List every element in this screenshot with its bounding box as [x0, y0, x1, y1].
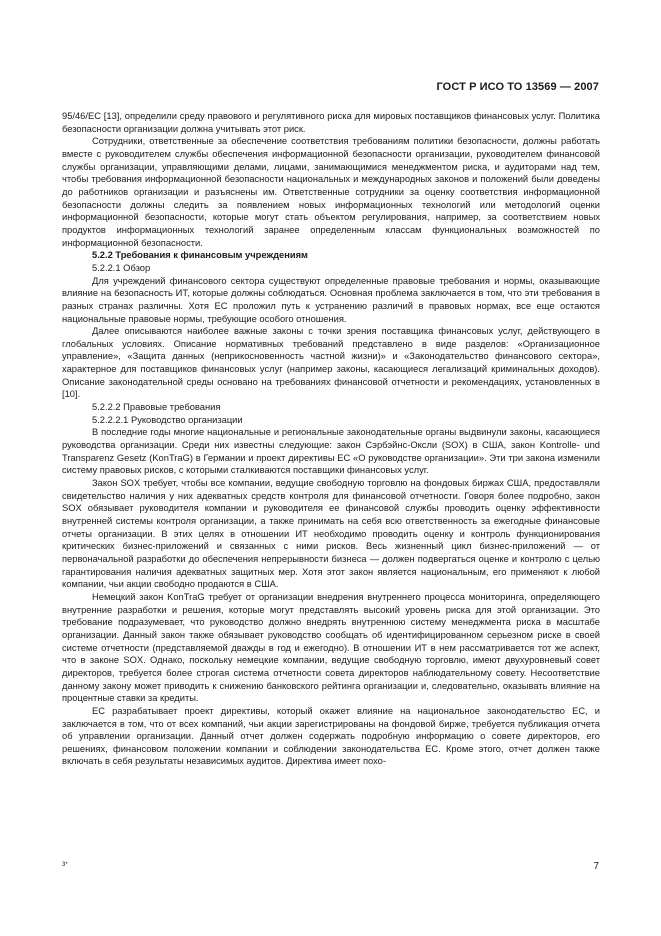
- subsection-heading: 5.2.2.2 Правовые требования: [92, 402, 221, 413]
- sheet-mark: 3*: [62, 862, 68, 868]
- paragraph: Немецкий закон KonTraG требует от организации внедрения внутреннего процесса мониторинга, определяющего внутренние разработки и решения, которые могут представлять высокий уровень риска для этой организации. Это требование подразумевает, что руководство должно внедрять внутреннюю систему менеджмента риска в масштабе организации. Данный закон также обязывает руководство сообщать об идентифицированном серьезном риске в своей системе отчетности (представляемой дважды в год и ежегодно). В отношении ИТ в нем рассматривается тот же аспект, что в законе SOX. Однако, поскольку немецкие компании, ведущие свободную торговлю, имеют двухуровневый совет директоров, требуется более строгая система отчетности совета директоров наблюдательному совету. Несоответствие данному закону может приводить к снижению банковского рейтинга организации и, следовательно, оказывать влияние на процентные ставки за кредиты.: [62, 591, 600, 704]
- paragraph: Для учреждений финансового сектора существуют определенные правовые требования и нормы, оказывающие влияние на безопасность ИТ, которые должны соблюдаться. Основная проблема заключается в том, что эти требования в разных странах различны. Хотя ЕС проложил путь к устранению различий в правовых нормах, все еще остаются национальные правовые нормы, требующие особого отношения.: [62, 275, 600, 324]
- subsection-heading: 5.2.2.1 Обзор: [92, 262, 151, 273]
- subsection-heading: 5.2.2.2.1 Руководство организации: [92, 414, 243, 425]
- paragraph: Закон SOX требует, чтобы все компании, ведущие свободную торговлю на фондовых биржах США, предоставляли свидетельство наличия у них адекватных средств контроля для финансовой отчетности. Говоря более подробно, закон SOX обязывает руководителя компании и руководителя ее финансовой службы проводить оценку эффективности внутренней системы контроля организации, а также принимать на себя всю ответственность за ежегодные финансовые отчеты организации. В этих целях в отношении ИТ необходимо проводить оценку и контроль функционирования критических бизнес-приложений и связанных с ними рисков. Весь жизненный цикл бизнес-приложений — от первоначальной разработки до обеспечения непрерывности бизнеса — должен подвергаться оценке и контролю с целью гарантирования наличия адекватных защитных мер. Хотя этот закон является национальным, его применяют к любой компании, чьи акции свободно продаются в США.: [62, 478, 600, 590]
- section-heading: 5.2.2 Требования к финансовым учреждениям: [92, 250, 308, 261]
- paragraph: Далее описываются наиболее важные законы с точки зрения поставщика финансовых услуг, действующего в глобальных условиях. Описание нормативных требований представлено в виде разделов: «Организационное управление», «Защита данных (неприкосновенность частной жизни)» и «Законодательство финансового сектора», характерное для поставщиков финансовых услуг (например законы, касающиеся легализаций криминальных доходов). Описание законодательной среды основано на требованиях финансовой отчетности и рекомендациях, установленных в [10].: [62, 326, 600, 400]
- paragraph: ЕС разрабатывает проект директивы, который окажет влияние на национальное законодательство ЕС, и заключается в том, что от всех компаний, чьи акции зарегистрированы на фондовой бирже, требуется публикация отчета об управлении организации. Данный отчет должен содержать подробную информацию о совете директоров, его решениях, финансовом положении компании и соблюдении законодательства ЕС. Кроме этого, отчет должен также включать в себя результаты независимых аудитов. Директива имеет похо-: [62, 705, 600, 767]
- standard-header: ГОСТ Р ИСО ТО 13569 — 2007: [436, 81, 599, 93]
- paragraph: Сотрудники, ответственные за обеспечение соответствия требованиям политики безопасности, должны работать вместе с руководителем службы обеспечения информационной безопасности организации, руководителем финансовой службы организации, управляющими делами, лицами, занимающимися менеджментом риска, и аудиторами над тем, чтобы требования информационной безопасности национальных и международных законов и положений были доведены до работников организации и разъяснены им. Ответственные сотрудники за оценку соответствия информационной безопасности должны следить за появлением новых информационных технологий или методологий оценки информационной безопасности, которые могут стать объектом регулирования, например, за соответствием новых продуктов информационных технологий заранее определенным классам функциональных возможностей по информационной безопасности.: [62, 136, 600, 248]
- page-number: 7: [593, 861, 599, 872]
- paragraph: 95/46/EC [13], определили среду правового и регулятивного риска для мировых поставщиков финансовых услуг. Политика безопасности организации должна учитывать этот риск.: [62, 111, 600, 134]
- document-body: [62, 110, 600, 768]
- paragraph: В последние годы многие национальные и региональные законодательные органы выдвинули законы, касающиеся руководства организации. Среди них известны следующие: закон Сэрбэйнс-Оксли (SOX) в США, закон Kontrolle- und Transparenz Gesetz (KonTraG) в Германии и проект директивы ЕС «О руководстве организации». Эти три закона изменили систему правовых рисков, с которыми сталкиваются поставщики финансовых услуг.: [62, 427, 600, 476]
